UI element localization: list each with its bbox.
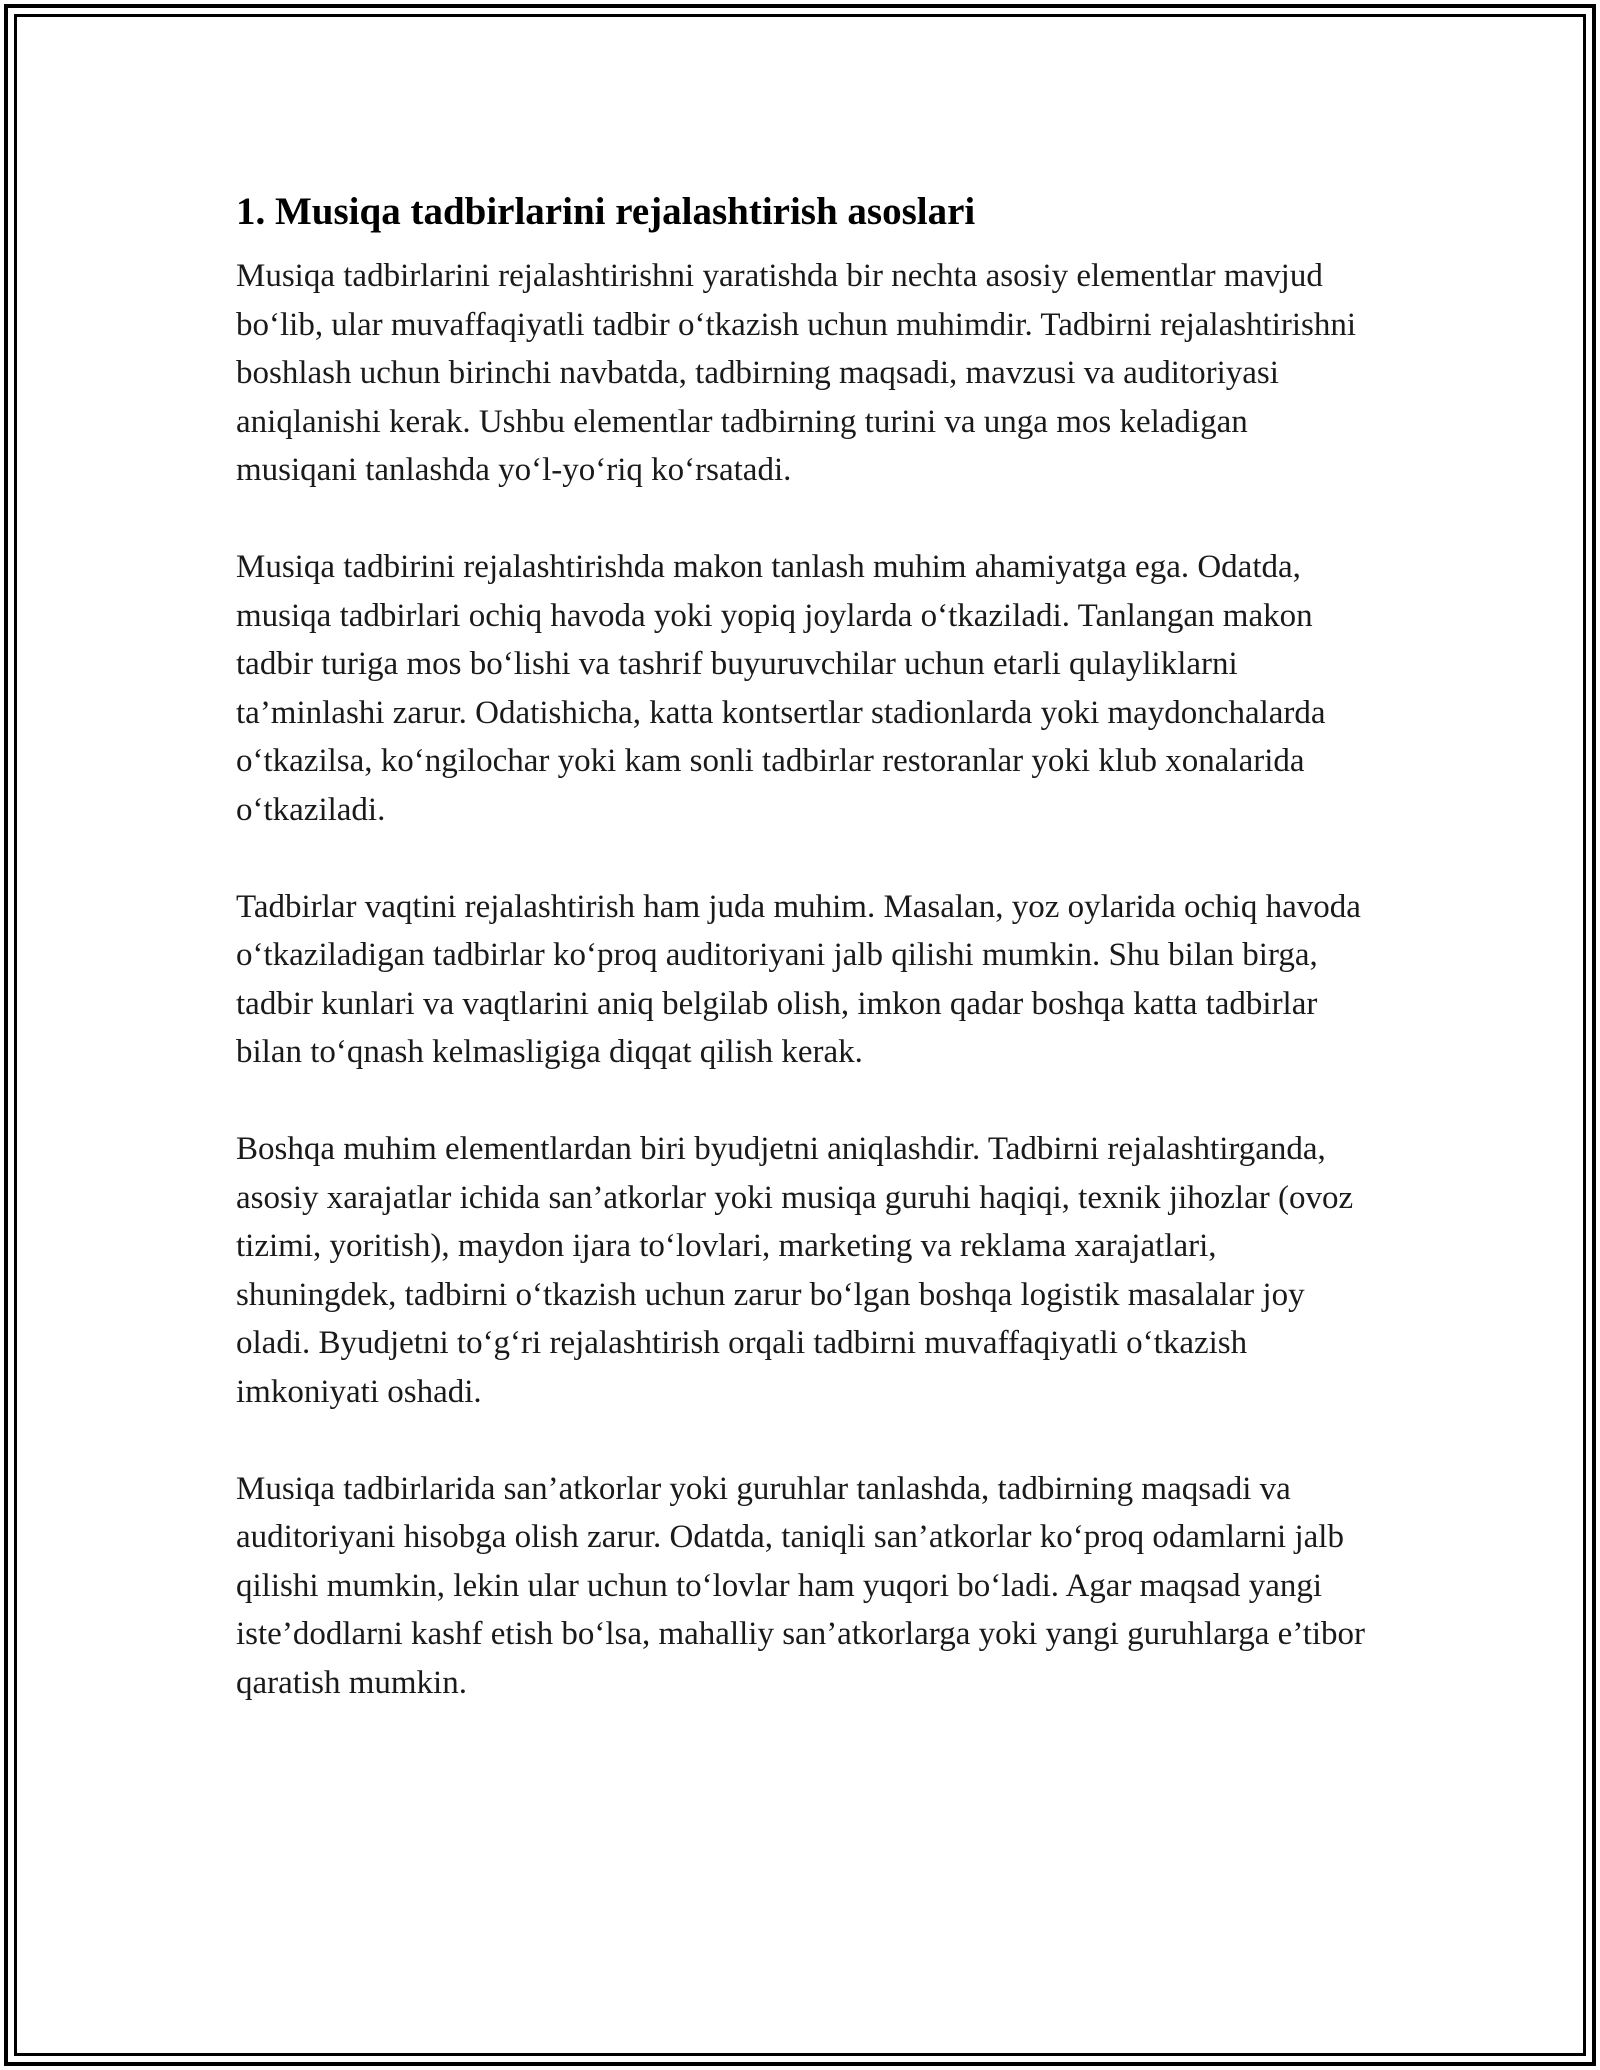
- paragraph-2: Musiqa tadbirini rejalashtirishda makon tanlash muhim ahamiyatga ega. Odatda, musiqa tadbirlari ochiq havoda yoki yopiq joylarda o‘tkaziladi. Tanlangan makon tadbir turiga mos bo‘lishi va tashrif buyuruvchilar uchun etarli qulayliklarni ta’minlashi zarur. Odatishicha, katta kontsertlar stadionlarda yoki maydonchalarda o‘tkazilsa, ko‘ngilochar yoki kam sonli tadbirlar restoranlar yoki klub xonalarida o‘tkaziladi.: [236, 549, 1326, 828]
- section-heading: 1. Musiqa tadbirlarini rejalashtirish asoslari: [236, 190, 976, 233]
- document-body: [236, 186, 1376, 1756]
- paragraph-5: Musiqa tadbirlarida san’atkorlar yoki guruhlar tanlashda, tadbirning maqsadi va auditoriyani hisobga olish zarur. Odatda, taniqli san’atkorlar ko‘proq odamlarni jalb qilishi mumkin, lekin ular uchun to‘lovlar ham yuqori bo‘ladi. Agar maqsad yangi iste’dodlarni kashf etish bo‘lsa, mahalliy san’atkorlarga yoki yangi guruhlarga e’tibor qaratish mumkin.: [236, 1470, 1366, 1701]
- paragraph-4: Boshqa muhim elementlardan biri byudjetni aniqlashdir. Tadbirni rejalashtirganda, asosiy xarajatlar ichida san’atkorlar yoki musiqa guruhi haqiqi, texnik jihozlar (ovoz tizimi, yoritish), maydon ijara to‘lovlari, marketing va reklama xarajatlari, shuningdek, tadbirni o‘tkazish uchun zarur bo‘lgan boshqa logistik masalalar joy oladi. Byudjetni to‘g‘ri rejalashtirish orqali tadbirni muvaffaqiyatli o‘tkazish imkoniyati oshadi.: [236, 1131, 1354, 1410]
- paragraph-1: Musiqa tadbirlarini rejalashtirishni yaratishda bir nechta asosiy elementlar mavjud bo‘lib, ular muvaffaqiyatli tadbir o‘tkazish uchun muhimdir. Tadbirni rejalashtirishni boshlash uchun birinchi navbatda, tadbirning maqsadi, mavzusi va auditoriyasi aniqlanishi kerak. Ushbu elementlar tadbirning turini va unga mos keladigan musiqani tanlashda yo‘l-yo‘riq ko‘rsatadi.: [236, 258, 1357, 488]
- paragraph-3: Tadbirlar vaqtini rejalashtirish ham juda muhim. Masalan, yoz oylarida ochiq havoda o‘tkaziladigan tadbirlar ko‘proq auditoriyani jalb qilishi mumkin. Shu bilan birga, tadbir kunlari va vaqtlarini aniq belgilab olish, imkon qadar boshqa katta tadbirlar bilan to‘qnash kelmasligiga diqqat qilish kerak.: [236, 888, 1361, 1070]
